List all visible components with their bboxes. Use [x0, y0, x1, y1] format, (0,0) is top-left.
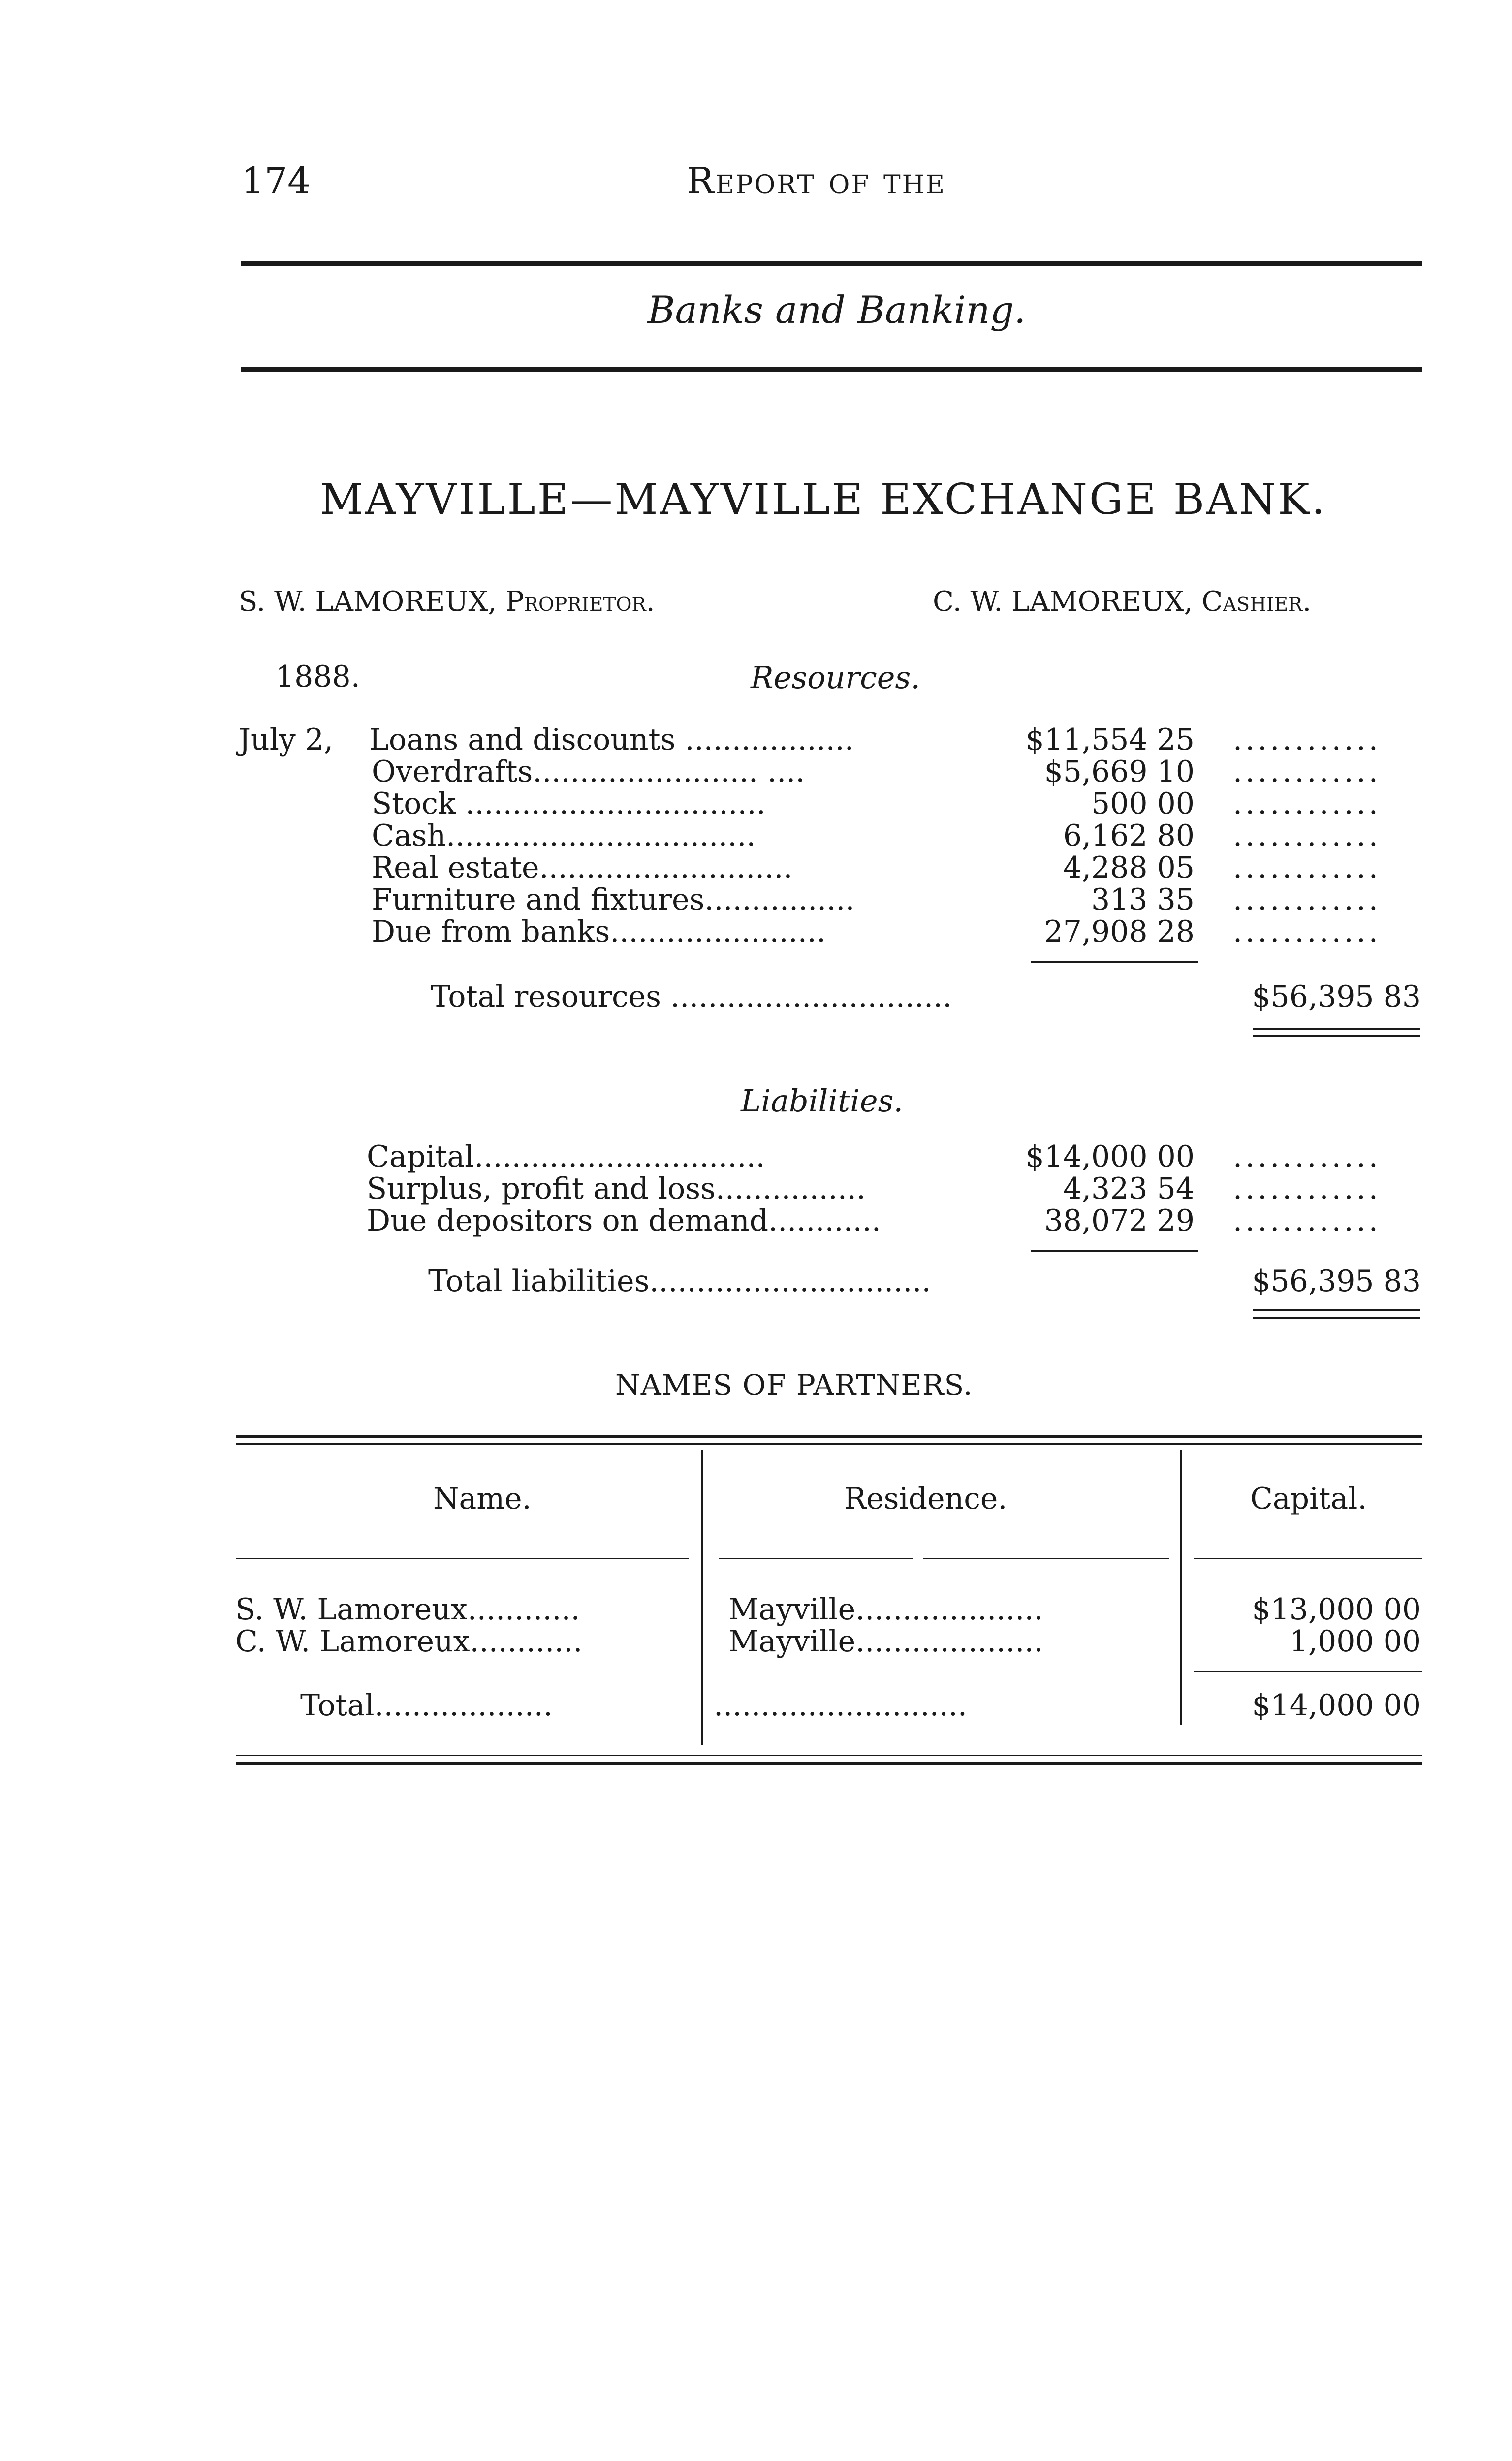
partners-total-fill: ........................... [714, 1688, 967, 1723]
resource-row [0, 723, 1512, 755]
resources-total-label: Total resources .............................. [431, 979, 952, 1014]
cashier-name: C. W. LAMOREUX, [933, 586, 1193, 618]
partner-name: S. W. Lamoreux............ [235, 1592, 580, 1627]
resource-label: Cash................................. [372, 819, 756, 853]
column-header-rule [719, 1558, 913, 1559]
table-top-rule [236, 1435, 1422, 1438]
header-rule-bottom [241, 367, 1422, 372]
table-bottom-rule [236, 1762, 1422, 1765]
resource-fill: ............ [1233, 819, 1381, 853]
liability-fill: ............ [1233, 1171, 1381, 1206]
resources-total-amount: $56,395 83 [1252, 979, 1421, 1014]
resource-fill: ............ [1233, 883, 1381, 917]
partner-residence: Mayville.................... [728, 1592, 1043, 1627]
table-bottom-rule-thin [236, 1755, 1422, 1756]
resource-label: Stock ................................ [372, 787, 766, 821]
liabilities-heading: Liabilities. [741, 1083, 904, 1119]
resource-fill: ............ [1233, 723, 1381, 757]
table-top-rule-thin [236, 1443, 1422, 1445]
running-head [687, 160, 946, 202]
column-header-rule [1194, 1558, 1422, 1559]
proprietor-line [239, 586, 655, 618]
resource-label: Overdrafts........................ .... [372, 755, 805, 789]
resources-total-double-rule [1253, 1035, 1420, 1037]
resource-fill: ............ [1233, 755, 1381, 789]
liability-amount: $14,000 00 [1025, 1139, 1195, 1174]
liabilities-total-amount: $56,395 83 [1252, 1264, 1421, 1298]
proprietor-name: S. W. LAMOREUX, [239, 586, 497, 618]
column-header-name: Name. [433, 1482, 532, 1516]
liabilities-total-double-rule [1253, 1309, 1420, 1311]
resource-label: Real estate........................... [372, 851, 793, 885]
partner-name: C. W. Lamoreux............ [235, 1624, 583, 1659]
liability-amount: 38,072 29 [1044, 1203, 1195, 1238]
report-year: 1888. [276, 660, 360, 694]
cashier-line [933, 586, 1311, 618]
resource-row [0, 851, 1512, 883]
resource-fill: ............ [1233, 915, 1381, 949]
capital-subtotal-rule [1194, 1671, 1422, 1672]
resources-subtotal-rule [1031, 961, 1198, 963]
partners-total-label: Total................... [300, 1688, 553, 1723]
cashier-role: Cashier. [1201, 586, 1312, 618]
resources-total-double-rule [1253, 1028, 1420, 1030]
resource-amount: 4,288 05 [1063, 851, 1195, 885]
resource-label: Furniture and fixtures................ [372, 883, 855, 917]
proprietor-role: Proprietor. [505, 586, 655, 618]
resource-amount: 500 00 [1091, 787, 1195, 821]
resource-row [0, 819, 1512, 851]
resource-row [0, 915, 1512, 947]
liabilities-total-double-rule [1253, 1317, 1420, 1319]
partners-total-capital: $14,000 00 [1252, 1688, 1421, 1723]
resource-amount: 27,908 28 [1044, 915, 1195, 949]
partners-heading: NAMES OF PARTNERS. [615, 1368, 973, 1402]
table-total-row [0, 1688, 1512, 1721]
resource-row [0, 755, 1512, 787]
liability-label: Capital............................... [367, 1139, 765, 1174]
page-number: 174 [241, 160, 311, 202]
column-header-rule [923, 1558, 1169, 1559]
header-rule-top [241, 261, 1422, 266]
partner-residence: Mayville.................... [728, 1624, 1043, 1659]
running-head-text: Report of the [687, 160, 946, 202]
resource-row [0, 883, 1512, 915]
partner-capital: 1,000 00 [1289, 1624, 1421, 1659]
resource-amount: 313 35 [1091, 883, 1195, 917]
liability-fill: ............ [1233, 1203, 1381, 1238]
section-heading: Banks and Banking. [647, 288, 1026, 332]
bank-title: MAYVILLE—MAYVILLE EXCHANGE BANK. [320, 475, 1327, 524]
resource-row [0, 787, 1512, 819]
column-header-residence: Residence. [844, 1482, 1008, 1516]
table-row [0, 1592, 1512, 1625]
liability-label: Due depositors on demand............ [367, 1203, 881, 1238]
liabilities-total-label: Total liabilities.............................. [428, 1264, 931, 1298]
resources-total-row [0, 979, 1512, 1012]
resource-date: July 2, [239, 723, 334, 757]
liabilities-total-row [0, 1264, 1512, 1296]
resource-amount: 6,162 80 [1063, 819, 1195, 853]
column-header-capital: Capital. [1250, 1482, 1367, 1516]
resource-amount: $5,669 10 [1044, 755, 1195, 789]
partner-capital: $13,000 00 [1252, 1592, 1421, 1627]
liability-fill: ............ [1233, 1139, 1381, 1174]
liability-row [0, 1139, 1512, 1172]
resource-fill: ............ [1233, 787, 1381, 821]
column-header-rule [236, 1558, 689, 1559]
liability-label: Surplus, profit and loss................ [367, 1171, 866, 1206]
resource-fill: ............ [1233, 851, 1381, 885]
resource-amount: $11,554 25 [1025, 723, 1195, 757]
liability-amount: 4,323 54 [1063, 1171, 1195, 1206]
resource-label: Loans and discounts .................. [369, 723, 854, 757]
liability-row [0, 1203, 1512, 1236]
table-row [0, 1624, 1512, 1657]
liability-row [0, 1171, 1512, 1204]
resource-label: Due from banks....................... [372, 915, 826, 949]
table-column-divider [1180, 1450, 1182, 1725]
resources-heading: Resources. [751, 660, 921, 695]
liabilities-subtotal-rule [1031, 1250, 1198, 1252]
